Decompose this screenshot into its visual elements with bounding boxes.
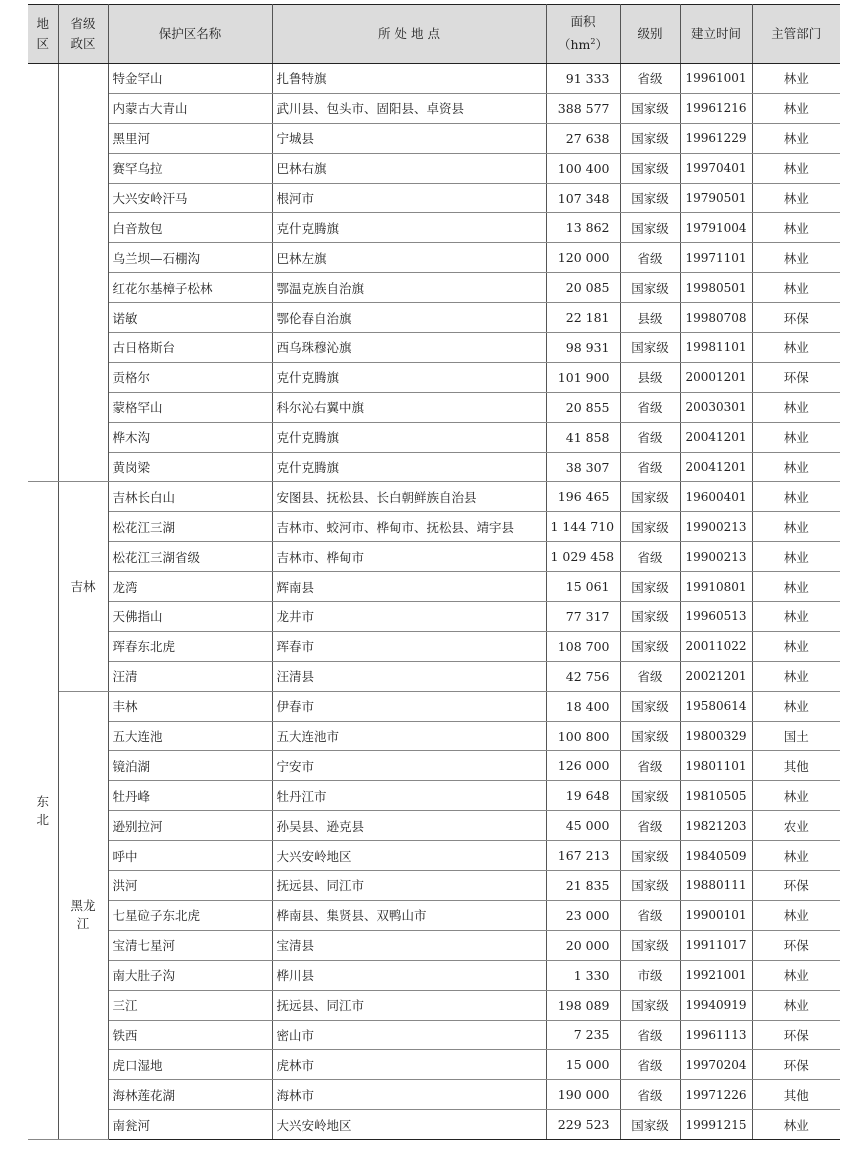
table-row	[28, 960, 840, 990]
area-cell: 23 000	[546, 900, 620, 930]
date-cell: 19970401	[680, 153, 752, 183]
location-cell: 克什克腾旗	[272, 452, 546, 482]
level-cell: 省级	[620, 751, 680, 781]
date-cell: 19791004	[680, 213, 752, 243]
level-cell: 省级	[620, 243, 680, 273]
table-row	[28, 572, 840, 602]
table-row	[28, 602, 840, 632]
department-cell: 林业	[752, 392, 840, 422]
date-cell: 19981101	[680, 333, 752, 363]
location-cell: 海林市	[272, 1080, 546, 1110]
table-row	[28, 631, 840, 661]
department-cell: 林业	[752, 183, 840, 213]
table-row	[28, 392, 840, 422]
date-cell: 19970204	[680, 1050, 752, 1080]
department-cell: 林业	[752, 841, 840, 871]
location-cell: 安图县、抚松县、长白朝鲜族自治县	[272, 482, 546, 512]
province-cell-heilongjiang: 黑龙 江	[58, 691, 108, 1139]
location-cell: 珲春市	[272, 631, 546, 661]
level-cell: 国家级	[620, 871, 680, 901]
reserve-name-cell: 古日格斯台	[108, 333, 272, 363]
table-row	[28, 1080, 840, 1110]
table-row	[28, 183, 840, 213]
reserve-name-cell: 汪清	[108, 661, 272, 691]
header-region: 地 区	[28, 5, 58, 64]
table-row	[28, 452, 840, 482]
level-cell: 国家级	[620, 183, 680, 213]
area-cell: 167 213	[546, 841, 620, 871]
level-cell: 县级	[620, 362, 680, 392]
area-cell: 38 307	[546, 452, 620, 482]
date-cell: 19991215	[680, 1110, 752, 1140]
department-cell: 林业	[752, 422, 840, 452]
reserve-name-cell: 吉林长白山	[108, 482, 272, 512]
location-cell: 克什克腾旗	[272, 422, 546, 452]
date-cell: 20021201	[680, 661, 752, 691]
area-cell: 21 835	[546, 871, 620, 901]
location-cell: 伊春市	[272, 691, 546, 721]
date-cell: 19580614	[680, 691, 752, 721]
level-cell: 省级	[620, 811, 680, 841]
level-cell: 省级	[620, 392, 680, 422]
date-cell: 19961229	[680, 123, 752, 153]
header-date: 建立时间	[680, 5, 752, 64]
department-cell: 其他	[752, 1080, 840, 1110]
date-cell: 19921001	[680, 960, 752, 990]
department-cell: 农业	[752, 811, 840, 841]
table-row	[28, 841, 840, 871]
level-cell: 国家级	[620, 841, 680, 871]
area-cell: 198 089	[546, 990, 620, 1020]
date-cell: 19961113	[680, 1020, 752, 1050]
level-cell: 省级	[620, 422, 680, 452]
area-cell: 1 144 710	[546, 512, 620, 542]
date-cell: 20041201	[680, 422, 752, 452]
area-cell: 20 085	[546, 273, 620, 303]
area-cell: 101 900	[546, 362, 620, 392]
province-cell-jilin: 吉林	[58, 482, 108, 691]
level-cell: 县级	[620, 303, 680, 333]
area-cell: 77 317	[546, 602, 620, 632]
level-cell: 国家级	[620, 123, 680, 153]
region-cell-blank	[28, 64, 58, 482]
header-level: 级别	[620, 5, 680, 64]
department-cell: 林业	[752, 631, 840, 661]
department-cell: 环保	[752, 930, 840, 960]
department-cell: 林业	[752, 512, 840, 542]
location-cell: 鄂伦春自治旗	[272, 303, 546, 333]
reserve-name-cell: 黄岗梁	[108, 452, 272, 482]
table-row	[28, 990, 840, 1020]
area-cell: 107 348	[546, 183, 620, 213]
location-cell: 扎鲁特旗	[272, 64, 546, 94]
date-cell: 19980501	[680, 273, 752, 303]
table-row	[28, 93, 840, 123]
location-cell: 桦川县	[272, 960, 546, 990]
area-cell: 15 061	[546, 572, 620, 602]
reserve-name-cell: 呼中	[108, 841, 272, 871]
level-cell: 国家级	[620, 721, 680, 751]
location-cell: 科尔沁右翼中旗	[272, 392, 546, 422]
table-row	[28, 1050, 840, 1080]
table-row	[28, 661, 840, 691]
location-cell: 巴林左旗	[272, 243, 546, 273]
location-cell: 西乌珠穆沁旗	[272, 333, 546, 363]
header-location: 所 处 地 点	[272, 5, 546, 64]
reserve-name-cell: 乌兰坝—石棚沟	[108, 243, 272, 273]
table-row	[28, 422, 840, 452]
area-cell: 98 931	[546, 333, 620, 363]
table-row	[28, 871, 840, 901]
area-cell: 13 862	[546, 213, 620, 243]
nature-reserve-table	[28, 4, 840, 1140]
area-cell: 229 523	[546, 1110, 620, 1140]
department-cell: 林业	[752, 572, 840, 602]
location-cell: 宁城县	[272, 123, 546, 153]
table-row	[28, 1110, 840, 1140]
table-row	[28, 781, 840, 811]
date-cell: 19800329	[680, 721, 752, 751]
header-province: 省级 政区	[58, 5, 108, 64]
department-cell: 林业	[752, 213, 840, 243]
department-cell: 环保	[752, 1050, 840, 1080]
date-cell: 19961001	[680, 64, 752, 94]
location-cell: 武川县、包头市、固阳县、卓资县	[272, 93, 546, 123]
table-row	[28, 273, 840, 303]
region-cell-dongbei: 东 北	[28, 482, 58, 1140]
level-cell: 国家级	[620, 781, 680, 811]
location-cell: 孙吴县、逊克县	[272, 811, 546, 841]
date-cell: 19840509	[680, 841, 752, 871]
level-cell: 国家级	[620, 572, 680, 602]
level-cell: 国家级	[620, 333, 680, 363]
table-row	[28, 243, 840, 273]
level-cell: 国家级	[620, 1110, 680, 1140]
area-cell: 91 333	[546, 64, 620, 94]
table-row	[28, 542, 840, 572]
location-cell: 克什克腾旗	[272, 362, 546, 392]
area-cell: 1 330	[546, 960, 620, 990]
department-cell: 林业	[752, 452, 840, 482]
area-cell: 120 000	[546, 243, 620, 273]
location-cell: 克什克腾旗	[272, 213, 546, 243]
date-cell: 19960513	[680, 602, 752, 632]
area-cell: 20 855	[546, 392, 620, 422]
location-cell: 巴林右旗	[272, 153, 546, 183]
area-cell: 18 400	[546, 691, 620, 721]
department-cell: 林业	[752, 542, 840, 572]
area-cell: 7 235	[546, 1020, 620, 1050]
location-cell: 抚远县、同江市	[272, 871, 546, 901]
reserve-name-cell: 松花江三湖省级	[108, 542, 272, 572]
department-cell: 林业	[752, 482, 840, 512]
table-row	[28, 213, 840, 243]
area-cell: 108 700	[546, 631, 620, 661]
date-cell: 19980708	[680, 303, 752, 333]
department-cell: 林业	[752, 781, 840, 811]
date-cell: 19940919	[680, 990, 752, 1020]
level-cell: 省级	[620, 1080, 680, 1110]
level-cell: 省级	[620, 542, 680, 572]
date-cell: 20030301	[680, 392, 752, 422]
date-cell: 19821203	[680, 811, 752, 841]
date-cell: 19971226	[680, 1080, 752, 1110]
area-cell: 196 465	[546, 482, 620, 512]
date-cell: 19600401	[680, 482, 752, 512]
department-cell: 环保	[752, 871, 840, 901]
level-cell: 省级	[620, 1020, 680, 1050]
area-cell: 15 000	[546, 1050, 620, 1080]
reserve-name-cell: 海林莲花湖	[108, 1080, 272, 1110]
reserve-name-cell: 洪河	[108, 871, 272, 901]
table-row	[28, 512, 840, 542]
reserve-name-cell: 逊别拉河	[108, 811, 272, 841]
area-cell: 42 756	[546, 661, 620, 691]
table-row	[28, 691, 840, 721]
header-area: 面积 $(hm^2)$	[546, 5, 620, 64]
department-cell: 其他	[752, 751, 840, 781]
department-cell: 林业	[752, 333, 840, 363]
header-reserve-name: 保护区名称	[108, 5, 272, 64]
reserve-name-cell: 三江	[108, 990, 272, 1020]
level-cell: 省级	[620, 1050, 680, 1080]
province-cell-blank	[58, 64, 108, 482]
level-cell: 国家级	[620, 691, 680, 721]
area-cell: 22 181	[546, 303, 620, 333]
table-row	[28, 930, 840, 960]
date-cell: 19961216	[680, 93, 752, 123]
level-cell: 省级	[620, 900, 680, 930]
reserve-name-cell: 松花江三湖	[108, 512, 272, 542]
reserve-name-cell: 珲春东北虎	[108, 631, 272, 661]
reserve-name-cell: 丰林	[108, 691, 272, 721]
department-cell: 林业	[752, 64, 840, 94]
table-row	[28, 1020, 840, 1050]
department-cell: 环保	[752, 362, 840, 392]
reserve-name-cell: 南大肚子沟	[108, 960, 272, 990]
reserve-name-cell: 镜泊湖	[108, 751, 272, 781]
table-row	[28, 153, 840, 183]
level-cell: 国家级	[620, 482, 680, 512]
date-cell: 19790501	[680, 183, 752, 213]
location-cell: 吉林市、桦甸市	[272, 542, 546, 572]
area-cell: 27 638	[546, 123, 620, 153]
area-cell: 126 000	[546, 751, 620, 781]
reserve-name-cell: 红花尔基樟子松林	[108, 273, 272, 303]
reserve-name-cell: 五大连池	[108, 721, 272, 751]
reserve-name-cell: 桦木沟	[108, 422, 272, 452]
date-cell: 20001201	[680, 362, 752, 392]
location-cell: 宝清县	[272, 930, 546, 960]
location-cell: 鄂温克族自治旗	[272, 273, 546, 303]
date-cell: 19810505	[680, 781, 752, 811]
date-cell: 19900213	[680, 512, 752, 542]
reserve-name-cell: 赛罕乌拉	[108, 153, 272, 183]
level-cell: 国家级	[620, 990, 680, 1020]
date-cell: 20011022	[680, 631, 752, 661]
area-cell: 20 000	[546, 930, 620, 960]
date-cell: 19910801	[680, 572, 752, 602]
department-cell: 林业	[752, 990, 840, 1020]
header-department: 主管部门	[752, 5, 840, 64]
location-cell: 牡丹江市	[272, 781, 546, 811]
level-cell: 国家级	[620, 512, 680, 542]
table-row	[28, 303, 840, 333]
date-cell: 19911017	[680, 930, 752, 960]
department-cell: 林业	[752, 93, 840, 123]
area-cell: 41 858	[546, 422, 620, 452]
location-cell: 汪清县	[272, 661, 546, 691]
area-cell: 388 577	[546, 93, 620, 123]
department-cell: 林业	[752, 691, 840, 721]
reserve-name-cell: 特金罕山	[108, 64, 272, 94]
date-cell: 19900213	[680, 542, 752, 572]
location-cell: 龙井市	[272, 602, 546, 632]
reserve-name-cell: 黑里河	[108, 123, 272, 153]
table-row	[28, 900, 840, 930]
table-row	[28, 362, 840, 392]
level-cell: 国家级	[620, 930, 680, 960]
level-cell: 省级	[620, 452, 680, 482]
department-cell: 林业	[752, 960, 840, 990]
table-row	[28, 811, 840, 841]
table-row	[28, 751, 840, 781]
level-cell: 国家级	[620, 153, 680, 183]
department-cell: 环保	[752, 1020, 840, 1050]
department-cell: 国土	[752, 721, 840, 751]
location-cell: 辉南县	[272, 572, 546, 602]
table-row	[28, 333, 840, 363]
date-cell: 20041201	[680, 452, 752, 482]
area-cell: 100 400	[546, 153, 620, 183]
reserve-name-cell: 七星砬子东北虎	[108, 900, 272, 930]
location-cell: 大兴安岭地区	[272, 841, 546, 871]
location-cell: 五大连池市	[272, 721, 546, 751]
date-cell: 19900101	[680, 900, 752, 930]
level-cell: 国家级	[620, 213, 680, 243]
reserve-name-cell: 天佛指山	[108, 602, 272, 632]
reserve-name-cell: 大兴安岭汗马	[108, 183, 272, 213]
reserve-name-cell: 内蒙古大青山	[108, 93, 272, 123]
reserve-name-cell: 龙湾	[108, 572, 272, 602]
header-row	[28, 5, 840, 64]
department-cell: 林业	[752, 243, 840, 273]
department-cell: 林业	[752, 602, 840, 632]
location-cell: 虎林市	[272, 1050, 546, 1080]
date-cell: 19801101	[680, 751, 752, 781]
department-cell: 林业	[752, 900, 840, 930]
level-cell: 国家级	[620, 602, 680, 632]
department-cell: 林业	[752, 1110, 840, 1140]
level-cell: 省级	[620, 661, 680, 691]
date-cell: 19880111	[680, 871, 752, 901]
reserve-name-cell: 虎口湿地	[108, 1050, 272, 1080]
reserve-name-cell: 贡格尔	[108, 362, 272, 392]
location-cell: 抚远县、同江市	[272, 990, 546, 1020]
table-row	[28, 482, 840, 512]
department-cell: 林业	[752, 123, 840, 153]
area-cell: 190 000	[546, 1080, 620, 1110]
table-row	[28, 64, 840, 94]
area-cell: 19 648	[546, 781, 620, 811]
reserve-name-cell: 蒙格罕山	[108, 392, 272, 422]
level-cell: 国家级	[620, 273, 680, 303]
reserve-name-cell: 牡丹峰	[108, 781, 272, 811]
department-cell: 林业	[752, 273, 840, 303]
table-row	[28, 721, 840, 751]
location-cell: 密山市	[272, 1020, 546, 1050]
location-cell: 大兴安岭地区	[272, 1110, 546, 1140]
date-cell: 19971101	[680, 243, 752, 273]
location-cell: 吉林市、蛟河市、桦甸市、抚松县、靖宇县	[272, 512, 546, 542]
reserve-name-cell: 南瓮河	[108, 1110, 272, 1140]
area-cell: 100 800	[546, 721, 620, 751]
location-cell: 根河市	[272, 183, 546, 213]
reserve-name-cell: 宝清七星河	[108, 930, 272, 960]
level-cell: 省级	[620, 64, 680, 94]
area-cell: 45 000	[546, 811, 620, 841]
location-cell: 宁安市	[272, 751, 546, 781]
reserve-name-cell: 诺敏	[108, 303, 272, 333]
reserve-name-cell: 白音敖包	[108, 213, 272, 243]
department-cell: 林业	[752, 153, 840, 183]
area-cell: 1 029 458	[546, 542, 620, 572]
table-row	[28, 123, 840, 153]
level-cell: 国家级	[620, 631, 680, 661]
department-cell: 环保	[752, 303, 840, 333]
level-cell: 国家级	[620, 93, 680, 123]
location-cell: 桦南县、集贤县、双鸭山市	[272, 900, 546, 930]
level-cell: 市级	[620, 960, 680, 990]
department-cell: 林业	[752, 661, 840, 691]
reserve-name-cell: 铁西	[108, 1020, 272, 1050]
